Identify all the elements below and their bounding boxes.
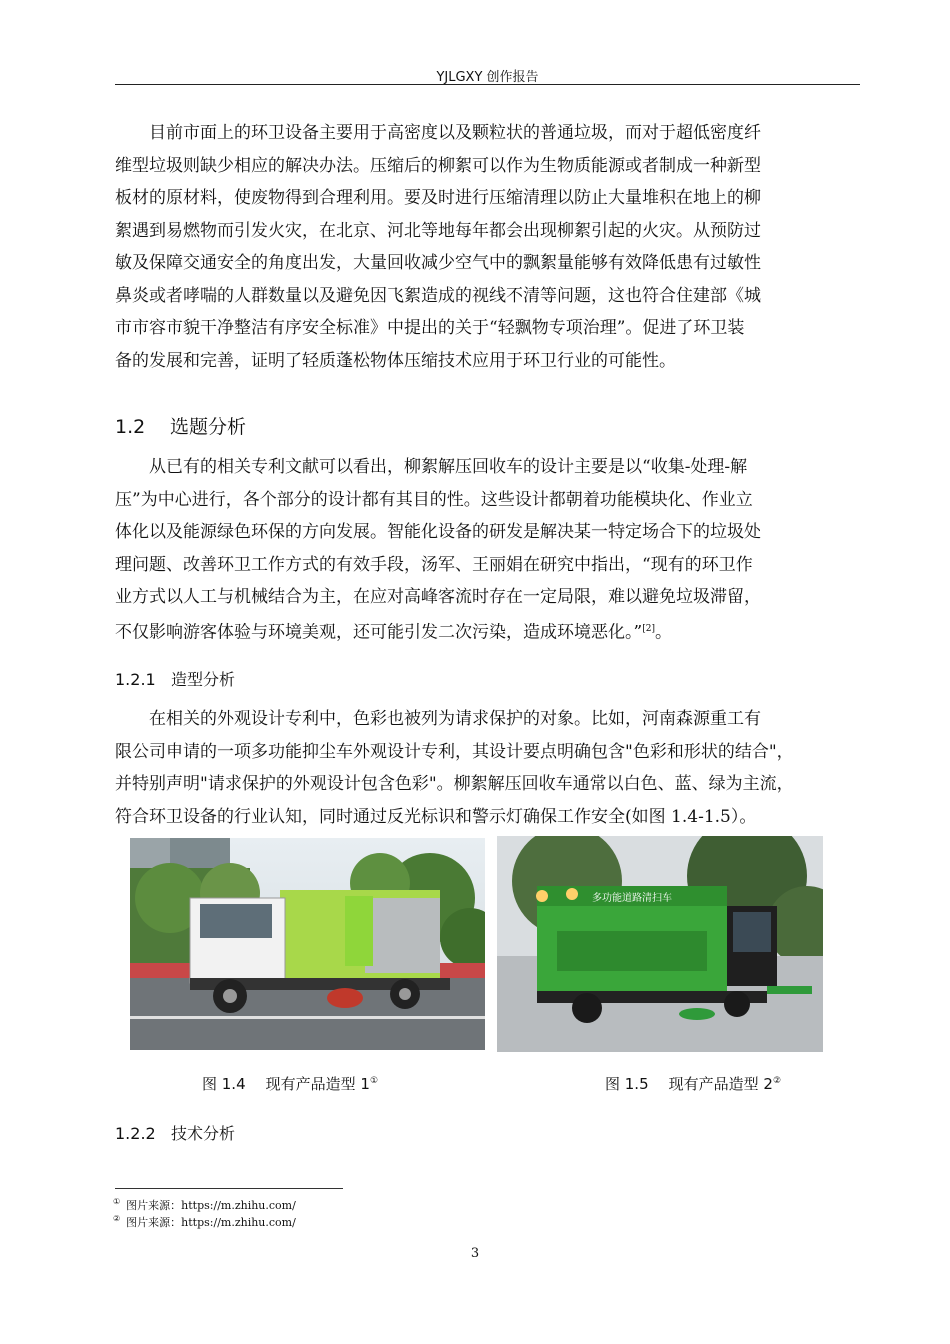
figure-number: 图 1.4 (202, 1075, 246, 1093)
citation-ref[interactable]: [2] (642, 624, 655, 634)
footnote-2 (113, 1214, 296, 1230)
footnote-mark[interactable]: ② (772, 1076, 782, 1086)
paragraph-form-analysis (115, 703, 860, 833)
footnote-text: 图片来源：https://m.zhihu.com/ (126, 1199, 296, 1212)
section-title: 选题分析 (170, 416, 247, 438)
section-heading-1-2 (115, 412, 246, 439)
text-line: 市市容市貌干净整洁有序安全标准》中提出的关于“轻飘物专项治理”。促进了环卫装 (115, 318, 745, 338)
text-line: 目前市面上的环卫设备主要用于高密度以及颗粒状的普通垃圾，而对于超低密度纤 (115, 123, 761, 143)
section-title: 造型分析 (171, 670, 236, 689)
text-line: 敏及保障交通安全的角度出发，大量回收减少空气中的飘絮量能够有效降低患有过敏性 (115, 253, 761, 273)
text-line: 在相关的外观设计专利中，色彩也被列为请求保护的对象。比如，河南森源重工有 (115, 709, 761, 729)
paragraph-topic-analysis (115, 451, 860, 614)
text-line: 体化以及能源绿色环保的方向发展。智能化设备的研发是解决某一特定场合下的垃圾处 (115, 522, 761, 542)
truck-sign-text: 多功能道路清扫车 (592, 893, 672, 904)
paragraph-topic-analysis-last (115, 613, 860, 649)
text-line: 符合环卫设备的行业认知，同时通过反光标识和警示灯确保工作安全(如图 1.4-1.5）。 (115, 806, 757, 827)
section-number: 1.2.2 (115, 1124, 156, 1143)
footnote-text: 图片来源：https://m.zhihu.com/ (126, 1216, 296, 1229)
section-number: 1.2.1 (115, 670, 156, 689)
text-line: 维型垃圾则缺少相应的解决办法。压缩后的柳絮可以作为生物质能源或者制成一种新型 (115, 155, 761, 176)
figure-1-4-caption (202, 1073, 378, 1094)
figure-caption-text: 现有产品造型 2 (668, 1075, 773, 1093)
text-line: 业方式以人工与机械结合为主，在应对高峰客流时存在一定局限，难以避免垃圾滞留， (115, 587, 761, 607)
figure-1-5-caption (605, 1073, 781, 1094)
text-line: 鼻炎或者哮喘的人群数量以及避免因飞絮造成的视线不清等问题，这也符合住建部《城 (115, 285, 761, 306)
section-heading-1-2-2 (115, 1121, 235, 1144)
text-line: 絮遇到易燃物而引发火灾，在北京、河北等地每年都会出现柳絮引起的火灾。从预防过 (115, 220, 761, 241)
footnote-mark[interactable]: ① (369, 1076, 379, 1086)
text-line: 压”为中心进行，各个部分的设计都有其目的性。这些设计都朝着功能模块化、作业立 (115, 489, 753, 510)
text-line: 备的发展和完善，证明了轻质蓬松物体压缩技术应用于环卫行业的可能性。 (115, 350, 676, 371)
footnote-rule (115, 1188, 343, 1189)
text-line: 限公司申请的一项多功能抑尘车外观设计专利，其设计要点明确包含"色彩和形状的结合"， (115, 741, 794, 762)
footnote-mark: ① (113, 1197, 121, 1207)
section-title: 技术分析 (171, 1124, 236, 1143)
period: 。 (654, 622, 672, 643)
quote-text: 不仅影响游客体验与环境美观，还可能引发二次污染，造成环境恶化。” (115, 622, 643, 643)
section-heading-1-2-1 (115, 667, 235, 690)
text-line: 理问题、改善环卫工作方式的有效手段，汤军、王丽娟在研究中指出，“现有的环卫作 (115, 554, 753, 575)
section-number: 1.2 (115, 416, 146, 438)
page-number: 3 (470, 1246, 480, 1261)
text-line: 并特别声明"请求保护的外观设计包含色彩"。柳絮解压回收车通常以白色、蓝、绿为主流， (115, 774, 794, 794)
text-line: 从已有的相关专利文献可以看出，柳絮解压回收车的设计主要是以“收集-处理-解 (115, 457, 748, 477)
figure-1-5-image (497, 836, 823, 1052)
footnote-1 (113, 1197, 296, 1213)
text-line: 板材的原材料，使废物得到合理利用。要及时进行压缩清理以防止大量堆积在地上的柳 (115, 188, 761, 208)
paragraph-intro (115, 117, 860, 377)
figure-number: 图 1.5 (605, 1075, 649, 1093)
page-header: YJLGXY 创作报告 (436, 70, 539, 85)
figure-caption-text: 现有产品造型 1 (265, 1075, 370, 1093)
figure-1-4-image (130, 838, 485, 1050)
header-rule (115, 84, 860, 85)
footnote-mark: ② (113, 1214, 121, 1224)
